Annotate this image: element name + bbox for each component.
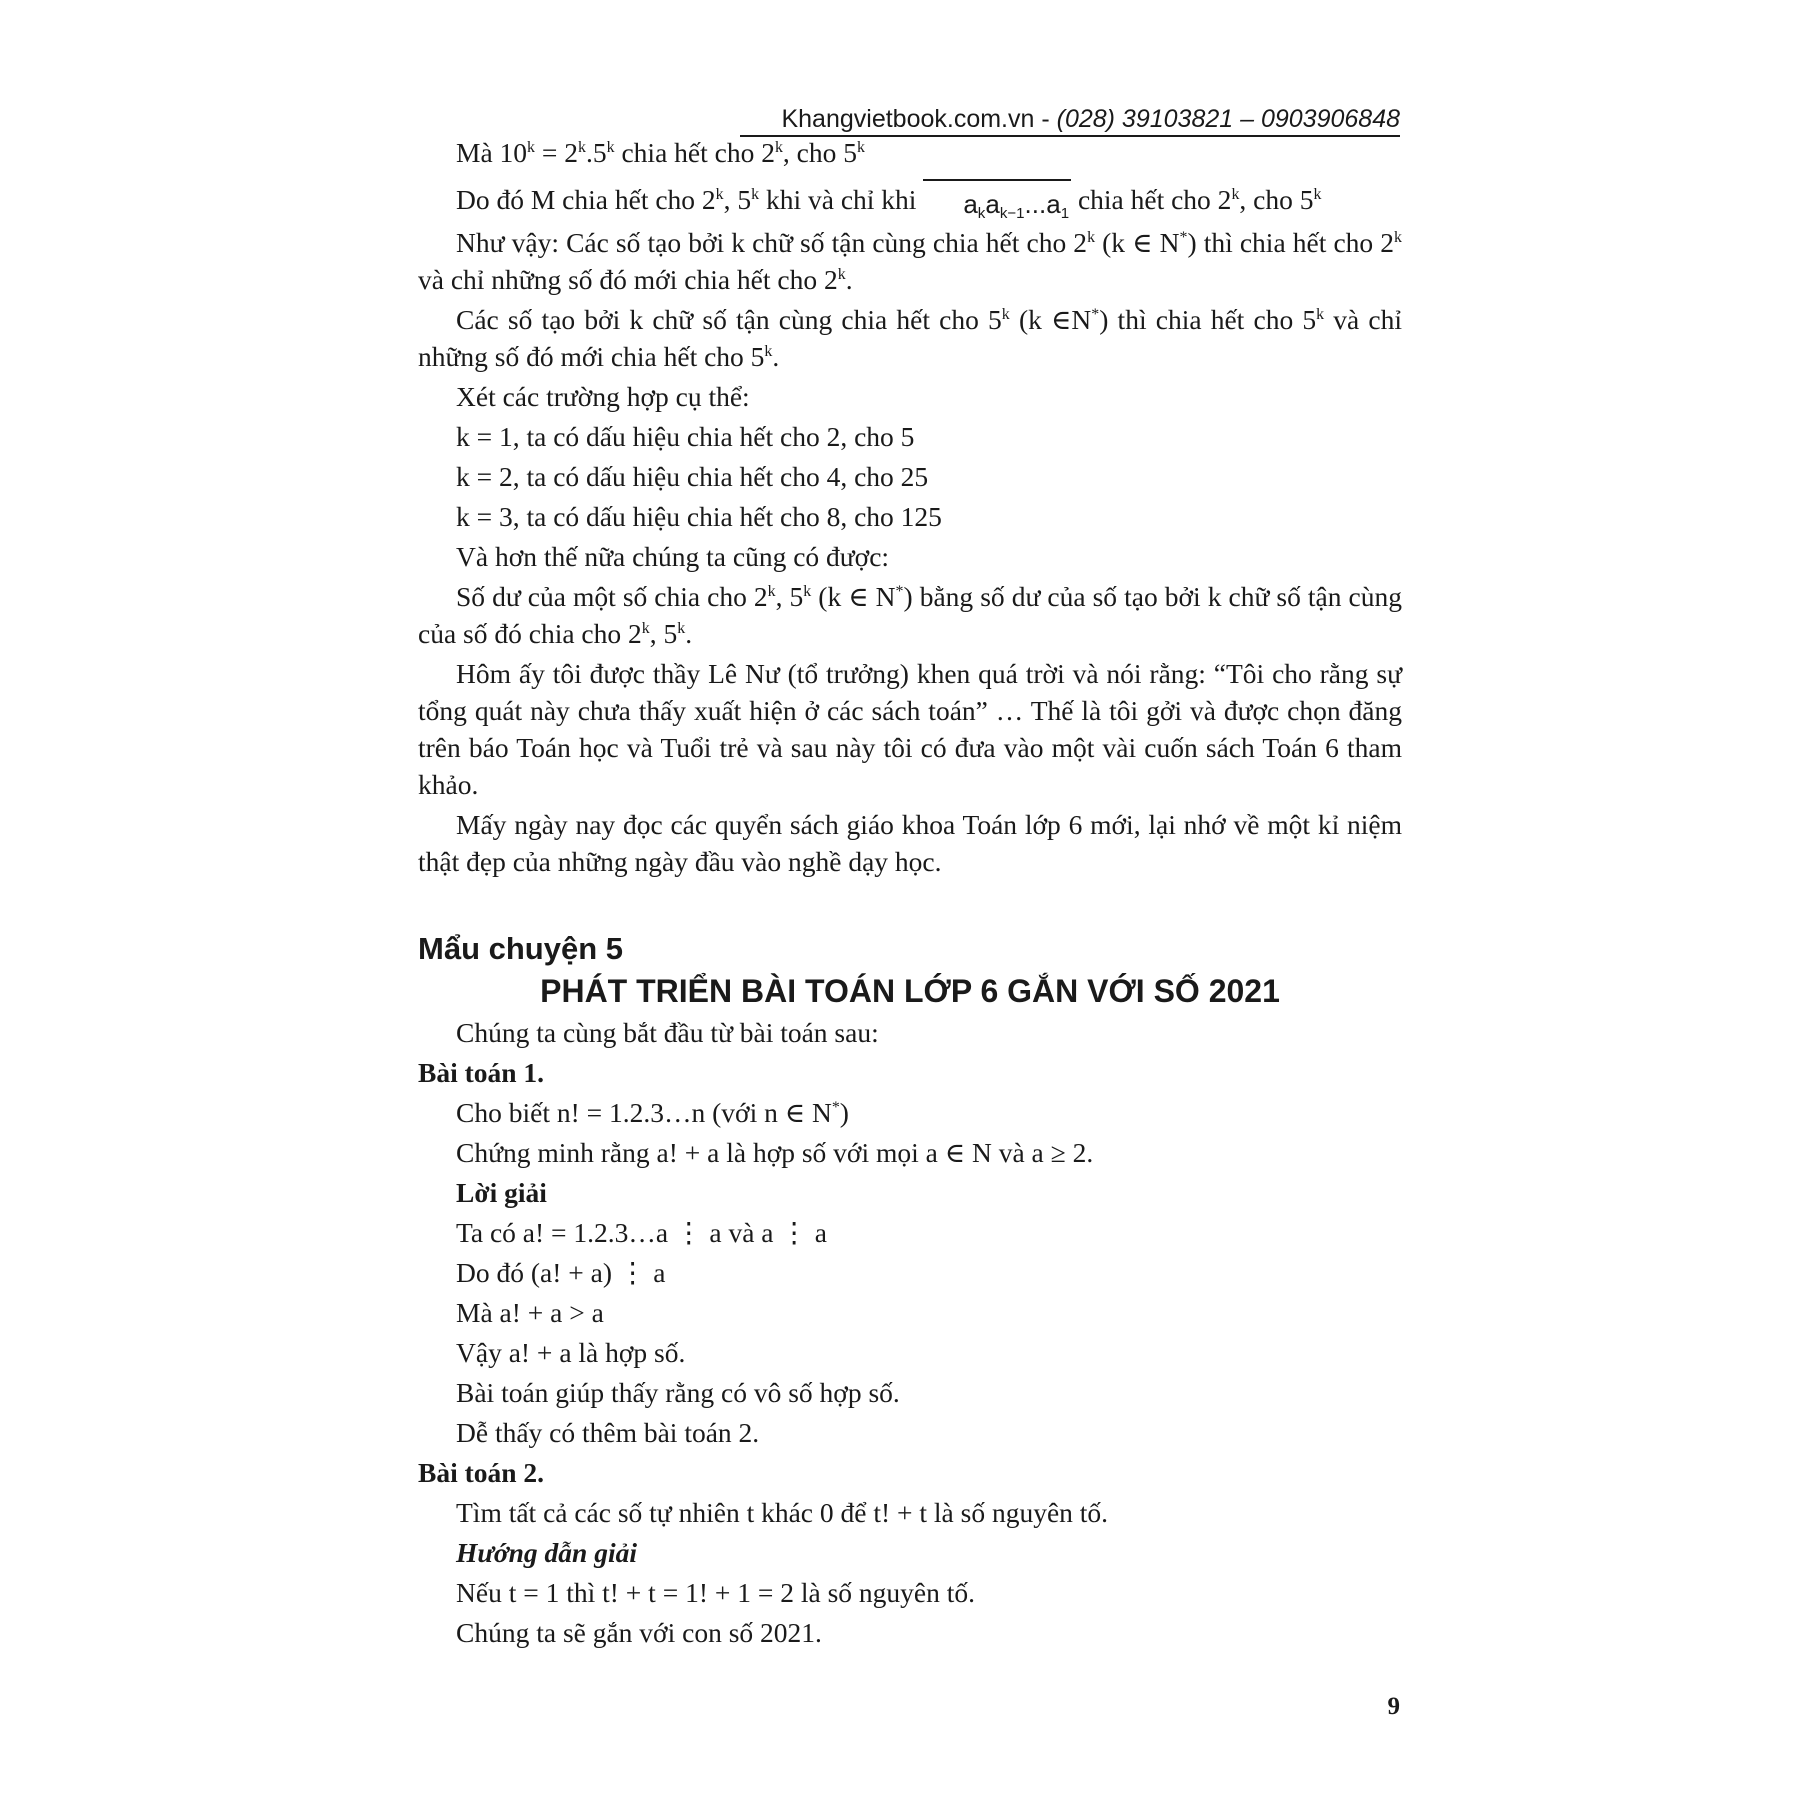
page-content [418,134,1402,1654]
problem-2-heading: Bài toán 2. [418,1457,545,1488]
paragraph-2: Do đó M chia hết cho 2$^k$, 5$^k$ khi và chỉ khi $a_ka_{k-1}...a_1$ chia hết cho 2$^k$, cho 5$^k$ [418,179,1402,218]
solution-heading: Lời giải [456,1177,547,1208]
solution-line: Mà a! + a > a [456,1297,604,1328]
paragraph-4: Các số tạo bởi k chữ số tận cùng chia hết cho 5$^k$ (k ∈N*) thì chia hết cho 5$^k$ và chỉ những số đó mới chia hết cho 5$^k$. [418,304,1403,372]
guide-heading: Hướng dẫn giải [456,1537,637,1568]
paragraph-3: Như vậy: Các số tạo bởi k chữ số tận cùng chia hết cho 2$^k$ (k ∈ N*) thì chia hết cho 2$^k$ và chỉ những số đó mới chia hết cho 2$^k$. [418,227,1402,295]
paragraph-11: Hôm ấy tôi được thầy Lê Nư (tổ trưởng) khen quá trời và nói rằng: “Tôi cho rằng sự tổng quát này chưa thấy xuất hiện ở các sách toán” … Thế là tôi gởi và được chọn đăng trên báo Toán học và Tuổi trẻ và sau này tôi có đưa vào một vài cuốn sách Toán 6 tham khảo. [418,658,1402,800]
problem-2-statement: Tìm tất cả các số tự nhiên t khác 0 để t! + t là số nguyên tố. [456,1497,1109,1528]
problem-1-line-2: Chứng minh rằng a! + a là hợp số với mọi a ∈ N và a ≥ 2. [456,1137,1094,1168]
publisher-phones: (028) 39103821 – 0903906848 [1056,105,1400,133]
problem-1-line-1: Cho biết n! = 1.2.3…n (với n ∈ N*) [456,1097,849,1128]
page-number: 9 [1387,1693,1400,1720]
case-k3: k = 3, ta có dấu hiệu chia hết cho 8, cho 125 [456,501,942,532]
solution-line: Do đó (a! + a) ⋮ a [456,1257,666,1288]
paragraph-5: Xét các trường hợp cụ thể: [456,381,750,412]
solution-line: Bài toán giúp thấy rằng có vô số hợp số. [456,1377,900,1408]
paragraph-10: Số dư của một số chia cho 2$^k$, 5$^k$ (k ∈ N*) bằng số dư của số tạo bởi k chữ số tận cùng của số đó chia cho 2$^k$, 5$^k$. [418,581,1402,649]
case-k1: k = 1, ta có dấu hiệu chia hết cho 2, cho 5 [456,421,915,452]
publisher-header [740,104,1400,137]
paragraph-12: Mấy ngày nay đọc các quyển sách giáo khoa Toán lớp 6 mới, lại nhớ về một kỉ niệm thật đẹp của những ngày đầu vào nghề dạy học. [418,809,1402,877]
section-intro: Chúng ta cùng bắt đầu từ bài toán sau: [456,1017,879,1048]
problem-1-heading: Bài toán 1. [418,1057,545,1088]
publisher-site: Khangvietbook.com.vn - [781,105,1057,133]
solution-line: Vậy a! + a là hợp số. [456,1337,686,1368]
guide-line: Nếu t = 1 thì t! + t = 1! + 1 = 2 là số nguyên tố. [456,1577,976,1608]
solution-line: Dễ thấy có thêm bài toán 2. [456,1417,760,1448]
paragraph-1: Mà $10^k = 2^k.5^k$ chia hết cho 2$^k$, cho 5$^k$ [456,137,865,168]
section-label: Mẩu chuyện 5 [418,931,623,966]
case-k2: k = 2, ta có dấu hiệu chia hết cho 4, cho 25 [456,461,929,492]
story-section [418,930,1402,1651]
guide-line: Chúng ta sẽ gắn với con số 2021. [456,1617,822,1648]
paragraph-9: Và hơn thế nữa chúng ta cũng có được: [456,541,890,572]
overlined-number: $a_ka_{k-1}...a_1$ [923,179,1071,217]
solution-line: Ta có a! = 1.2.3…a ⋮ a và a ⋮ a [456,1217,827,1248]
section-title: PHÁT TRIỂN BÀI TOÁN LỚP 6 GẮN VỚI SỐ 2021 [540,973,1280,1009]
